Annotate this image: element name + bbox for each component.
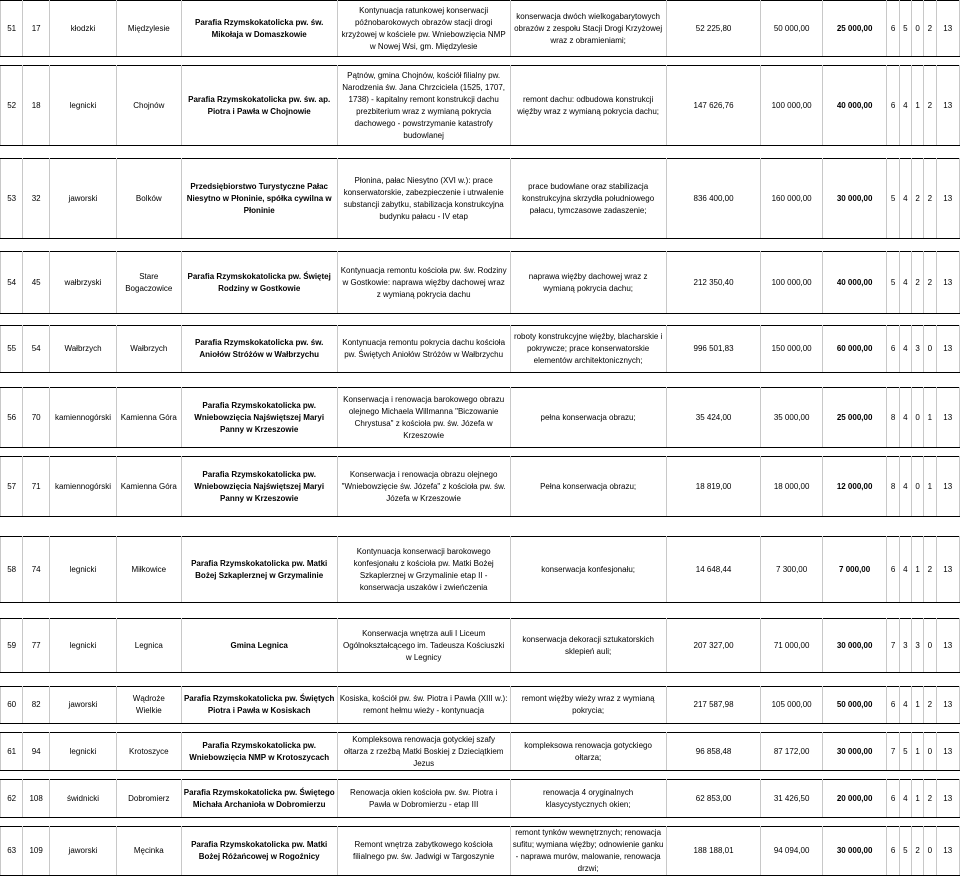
cell-p1: 6 [887, 827, 899, 876]
cell-p1: 6 [887, 66, 899, 146]
cell-gmina: Wądroże Wielkie [116, 687, 181, 724]
cell-gmina: Kamienna Góra [116, 457, 181, 517]
cell-p1: 7 [887, 733, 899, 771]
cell-obiekt: Renowacja okien kościoła pw. św. Piotra i Pawła w Dobromierzu - etap III [337, 780, 510, 818]
row-spacer [1, 673, 960, 687]
cell-gmina: Dobromierz [116, 780, 181, 818]
cell-lp: 52 [1, 66, 23, 146]
cell-p3: 1 [911, 687, 923, 724]
row-spacer-cell [1, 57, 960, 66]
cell-lp: 56 [1, 388, 23, 448]
cell-powiat: kamiennogórski [50, 457, 117, 517]
cell-powiat: kamiennogórski [50, 388, 117, 448]
cell-gmina: Chojnów [116, 66, 181, 146]
cell-p3: 2 [911, 252, 923, 314]
table-row [1, 1, 960, 57]
cell-przyznana: 20 000,00 [822, 780, 887, 818]
cell-nr: 108 [23, 780, 50, 818]
cell-p2: 4 [899, 457, 911, 517]
cell-obiekt: Konserwacja i renowacja barokowego obrazu olejnego Michaela Willmanna "Biczowanie Chrystusa" z kościoła pw. św. Józefa w Krzeszowie [337, 388, 510, 448]
cell-wnioskowana: 71 000,00 [761, 619, 822, 673]
cell-wnioskodawca: Parafia Rzymskokatolicka pw. św. Aniołów Stróżów w Wałbrzychu [181, 326, 337, 373]
cell-nr: 94 [23, 733, 50, 771]
cell-suma: 13 [936, 388, 959, 448]
cell-p3: 0 [911, 457, 923, 517]
cell-obiekt: Konserwacja i renowacja obrazu olejnego "Wniebowzięcie św. Józefa" z kościoła pw. św. Józefa w Krzeszowie [337, 457, 510, 517]
cell-nr: 54 [23, 326, 50, 373]
cell-gmina: Kamienna Góra [116, 388, 181, 448]
cell-wnioskodawca: Parafia Rzymskokatolicka pw. św. Mikołaja w Domaszkowie [181, 1, 337, 57]
cell-p2: 4 [899, 66, 911, 146]
cell-p1: 7 [887, 619, 899, 673]
cell-gmina: Wałbrzych [116, 326, 181, 373]
cell-lp: 60 [1, 687, 23, 724]
cell-gmina: Krotoszyce [116, 733, 181, 771]
cell-wnioskodawca: Parafia Rzymskokatolicka pw. Wniebowzięcia Najświętszej Maryi Panny w Krzeszowie [181, 388, 337, 448]
cell-obiekt: Kompleksowa renowacja gotyckiej szafy ołtarza z rzeźbą Matki Boskiej z Dzieciątkiem Jezus [337, 733, 510, 771]
cell-p4: 0 [924, 326, 936, 373]
cell-nr: 70 [23, 388, 50, 448]
row-spacer [1, 724, 960, 733]
cell-wnioskodawca: Parafia Rzymskokatolicka pw. Wniebowzięcia Najświętszej Maryi Panny w Krzeszowie [181, 457, 337, 517]
cell-suma: 13 [936, 326, 959, 373]
cell-obiekt: Kontynuacja ratunkowej konserwacji późnobarokowych obrazów stacji drogi krzyżowej w kościele pw. Wniebowzięcia NMP w Nowej Wsi, gm. Międzylesie [337, 1, 510, 57]
cell-koszt: 207 327,00 [666, 619, 761, 673]
cell-nr: 17 [23, 1, 50, 57]
cell-wnioskowana: 160 000,00 [761, 159, 822, 239]
cell-wnioskodawca: Parafia Rzymskokatolicka pw. Matki Bożej Szkaplerznej w Grzymalinie [181, 537, 337, 603]
cell-zakres: pełna konserwacja obrazu; [510, 388, 666, 448]
cell-przyznana: 30 000,00 [822, 827, 887, 876]
cell-suma: 13 [936, 537, 959, 603]
cell-koszt: 35 424,00 [666, 388, 761, 448]
cell-obiekt: Kontynuacja remontu kościoła pw. św. Rodziny w Gostkowie: naprawa więźby dachowej wraz z wymianą pokrycia dachu [337, 252, 510, 314]
cell-p1: 8 [887, 388, 899, 448]
cell-powiat: legnicki [50, 619, 117, 673]
cell-p4: 2 [924, 159, 936, 239]
cell-nr: 109 [23, 827, 50, 876]
cell-wnioskowana: 50 000,00 [761, 1, 822, 57]
cell-wnioskodawca: Parafia Rzymskokatolicka pw. Świętych Piotra i Pawła w Kosiskach [181, 687, 337, 724]
table-row [1, 252, 960, 314]
cell-suma: 13 [936, 159, 959, 239]
cell-wnioskodawca: Parafia Rzymskokatolicka pw. Wniebowzięcia NMP w Krotoszycach [181, 733, 337, 771]
cell-przyznana: 40 000,00 [822, 66, 887, 146]
cell-przyznana: 40 000,00 [822, 252, 887, 314]
cell-p2: 3 [899, 619, 911, 673]
cell-p1: 6 [887, 326, 899, 373]
cell-p2: 5 [899, 733, 911, 771]
cell-obiekt: Kosiska, kościół pw. św. Piotra i Pawła (XIII w.): remont hełmu wieży - kontynuacja [337, 687, 510, 724]
cell-przyznana: 7 000,00 [822, 537, 887, 603]
cell-p2: 4 [899, 326, 911, 373]
cell-powiat: kłodzki [50, 1, 117, 57]
cell-p1: 6 [887, 1, 899, 57]
cell-powiat: świdnicki [50, 780, 117, 818]
cell-wnioskowana: 94 094,00 [761, 827, 822, 876]
cell-powiat: legnicki [50, 66, 117, 146]
cell-przyznana: 30 000,00 [822, 619, 887, 673]
cell-suma: 13 [936, 780, 959, 818]
cell-zakres: renowacja 4 oryginalnych klasycystycznych okien; [510, 780, 666, 818]
row-spacer-cell [1, 373, 960, 388]
cell-lp: 55 [1, 326, 23, 373]
cell-p4: 0 [924, 827, 936, 876]
cell-przyznana: 25 000,00 [822, 1, 887, 57]
cell-p3: 1 [911, 66, 923, 146]
cell-koszt: 212 350,40 [666, 252, 761, 314]
cell-lp: 54 [1, 252, 23, 314]
cell-wnioskodawca: Przedsiębiorstwo Turystyczne Pałac Niesytno w Płoninie, spółka cywilna w Płoninie [181, 159, 337, 239]
row-spacer-cell [1, 771, 960, 780]
cell-p3: 1 [911, 780, 923, 818]
row-spacer-cell [1, 448, 960, 457]
cell-suma: 13 [936, 252, 959, 314]
cell-powiat: legnicki [50, 733, 117, 771]
table-row [1, 687, 960, 724]
cell-suma: 13 [936, 687, 959, 724]
cell-p2: 4 [899, 780, 911, 818]
cell-nr: 77 [23, 619, 50, 673]
cell-obiekt: Pątnów, gmina Chojnów, kościół filialny pw. Narodzenia św. Jana Chrzciciela (1525, 1707, 1738) - kapitalny remont konstrukcji dachu prezbiterium wraz z wymianą pokrycia dachowego - powstrzymanie katastrofy budowlanej [337, 66, 510, 146]
cell-nr: 18 [23, 66, 50, 146]
table-row [1, 457, 960, 517]
table-row [1, 537, 960, 603]
cell-przyznana: 30 000,00 [822, 733, 887, 771]
row-spacer [1, 146, 960, 159]
row-spacer [1, 771, 960, 780]
cell-wnioskodawca: Parafia Rzymskokatolicka pw. Matki Bożej Różańcowej w Rogoźnicy [181, 827, 337, 876]
cell-powiat: jaworski [50, 827, 117, 876]
cell-zakres: remont tynków wewnętrznych; renowacja sufitu; wymiana więźby; odnowienie ganku - naprawa murów, malowanie, renowacja drzwi; [510, 827, 666, 876]
cell-p3: 1 [911, 733, 923, 771]
row-spacer [1, 57, 960, 66]
cell-wnioskowana: 7 300,00 [761, 537, 822, 603]
cell-lp: 59 [1, 619, 23, 673]
cell-koszt: 96 858,48 [666, 733, 761, 771]
cell-gmina: Międzylesie [116, 1, 181, 57]
cell-p4: 1 [924, 388, 936, 448]
cell-p1: 6 [887, 780, 899, 818]
cell-p1: 6 [887, 687, 899, 724]
cell-p2: 4 [899, 687, 911, 724]
cell-lp: 58 [1, 537, 23, 603]
cell-p3: 3 [911, 326, 923, 373]
cell-p3: 3 [911, 619, 923, 673]
cell-p4: 1 [924, 457, 936, 517]
row-spacer [1, 603, 960, 619]
table-row [1, 619, 960, 673]
cell-gmina: Męcinka [116, 827, 181, 876]
cell-p2: 5 [899, 827, 911, 876]
cell-p1: 5 [887, 252, 899, 314]
cell-p3: 1 [911, 537, 923, 603]
row-spacer [1, 239, 960, 252]
cell-zakres: remont dachu: odbudowa konstrukcji więźby wraz z wymianą pokrycia dachu; [510, 66, 666, 146]
table-row [1, 827, 960, 876]
table-row [1, 159, 960, 239]
cell-przyznana: 50 000,00 [822, 687, 887, 724]
row-spacer [1, 818, 960, 827]
cell-koszt: 996 501,83 [666, 326, 761, 373]
cell-suma: 13 [936, 457, 959, 517]
table-row [1, 388, 960, 448]
table-body [1, 1, 960, 876]
cell-powiat: jaworski [50, 159, 117, 239]
cell-p4: 2 [924, 687, 936, 724]
cell-wnioskowana: 18 000,00 [761, 457, 822, 517]
cell-koszt: 188 188,01 [666, 827, 761, 876]
cell-koszt: 147 626,76 [666, 66, 761, 146]
cell-lp: 61 [1, 733, 23, 771]
cell-p1: 5 [887, 159, 899, 239]
cell-p2: 4 [899, 537, 911, 603]
row-spacer-cell [1, 673, 960, 687]
cell-p3: 0 [911, 388, 923, 448]
cell-przyznana: 30 000,00 [822, 159, 887, 239]
cell-wnioskowana: 31 426,50 [761, 780, 822, 818]
cell-koszt: 217 587,98 [666, 687, 761, 724]
cell-przyznana: 60 000,00 [822, 326, 887, 373]
cell-p4: 2 [924, 66, 936, 146]
cell-gmina: Miłkowice [116, 537, 181, 603]
cell-p4: 0 [924, 619, 936, 673]
row-spacer-cell [1, 517, 960, 537]
table-row [1, 66, 960, 146]
cell-lp: 57 [1, 457, 23, 517]
cell-nr: 45 [23, 252, 50, 314]
cell-zakres: remont więźby wieży wraz z wymianą pokrycia; [510, 687, 666, 724]
cell-wnioskodawca: Parafia Rzymskokatolicka pw. Świętej Rodziny w Gostkowie [181, 252, 337, 314]
cell-zakres: Pełna konserwacja obrazu; [510, 457, 666, 517]
cell-p2: 4 [899, 388, 911, 448]
table-row [1, 733, 960, 771]
cell-lp: 63 [1, 827, 23, 876]
cell-suma: 13 [936, 827, 959, 876]
cell-obiekt: Kontynuacja konserwacji barokowego konfesjonału z kościoła pw. Matki Bożej Szkaplerznej w Grzymalinie etap II - konserwacja uszaków i zwieńczenia [337, 537, 510, 603]
cell-suma: 13 [936, 619, 959, 673]
cell-zakres: kompleksowa renowacja gotyckiego ołtarza; [510, 733, 666, 771]
cell-nr: 71 [23, 457, 50, 517]
row-spacer-cell [1, 603, 960, 619]
cell-p2: 5 [899, 1, 911, 57]
cell-wnioskowana: 100 000,00 [761, 252, 822, 314]
cell-wnioskowana: 35 000,00 [761, 388, 822, 448]
row-spacer [1, 448, 960, 457]
cell-lp: 53 [1, 159, 23, 239]
cell-suma: 13 [936, 1, 959, 57]
cell-gmina: Legnica [116, 619, 181, 673]
cell-przyznana: 25 000,00 [822, 388, 887, 448]
row-spacer-cell [1, 314, 960, 326]
cell-koszt: 14 648,44 [666, 537, 761, 603]
cell-wnioskowana: 105 000,00 [761, 687, 822, 724]
cell-p2: 4 [899, 159, 911, 239]
cell-nr: 82 [23, 687, 50, 724]
cell-obiekt: Kontynuacja remontu pokrycia dachu kościoła pw. Świętych Aniołów Stróżów w Wałbrzychu [337, 326, 510, 373]
table-row [1, 780, 960, 818]
cell-zakres: naprawa więźby dachowej wraz z wymianą pokrycia dachu; [510, 252, 666, 314]
cell-koszt: 836 400,00 [666, 159, 761, 239]
cell-p1: 8 [887, 457, 899, 517]
row-spacer-cell [1, 818, 960, 827]
cell-zakres: roboty konstrukcyjne więźby, blacharskie i pokrywcze; prace konserwatorskie elementów architektonicznych; [510, 326, 666, 373]
cell-koszt: 62 853,00 [666, 780, 761, 818]
cell-zakres: konserwacja dekoracji sztukatorskich sklepień auli; [510, 619, 666, 673]
cell-suma: 13 [936, 733, 959, 771]
cell-p3: 2 [911, 159, 923, 239]
cell-powiat: Wałbrzych [50, 326, 117, 373]
cell-gmina: Bolków [116, 159, 181, 239]
cell-p4: 2 [924, 252, 936, 314]
cell-wnioskowana: 87 172,00 [761, 733, 822, 771]
cell-wnioskowana: 100 000,00 [761, 66, 822, 146]
cell-nr: 32 [23, 159, 50, 239]
cell-wnioskodawca: Gmina Legnica [181, 619, 337, 673]
cell-koszt: 52 225,80 [666, 1, 761, 57]
row-spacer [1, 373, 960, 388]
cell-obiekt: Konserwacja wnętrza auli I Liceum Ogólnokształcącego im. Tadeusza Kościuszki w Legnicy [337, 619, 510, 673]
cell-powiat: legnicki [50, 537, 117, 603]
cell-wnioskodawca: Parafia Rzymskokatolicka pw. Świętego Michała Archanioła w Dobromierzu [181, 780, 337, 818]
cell-powiat: wałbrzyski [50, 252, 117, 314]
cell-p4: 2 [924, 780, 936, 818]
cell-obiekt: Remont wnętrza zabytkowego kościoła filialnego pw. św. Jadwigi w Targoszynie [337, 827, 510, 876]
row-spacer-cell [1, 239, 960, 252]
cell-p3: 0 [911, 1, 923, 57]
row-spacer-cell [1, 146, 960, 159]
cell-przyznana: 12 000,00 [822, 457, 887, 517]
cell-p1: 6 [887, 537, 899, 603]
cell-lp: 62 [1, 780, 23, 818]
cell-p3: 2 [911, 827, 923, 876]
cell-suma: 13 [936, 66, 959, 146]
table-row [1, 326, 960, 373]
cell-p4: 2 [924, 537, 936, 603]
cell-p4: 2 [924, 1, 936, 57]
row-spacer [1, 314, 960, 326]
row-spacer [1, 517, 960, 537]
cell-wnioskodawca: Parafia Rzymskokatolicka pw. św. ap. Piotra i Pawła w Chojnowie [181, 66, 337, 146]
cell-p4: 0 [924, 733, 936, 771]
cell-obiekt: Płonina, pałac Niesytno (XVI w.): prace konserwatorskie, zabezpieczenie i utrwalenie substancji zabytku, stabilizacja konstrukcyjna budynku pałacu - IV etap [337, 159, 510, 239]
cell-lp: 51 [1, 1, 23, 57]
cell-p2: 4 [899, 252, 911, 314]
cell-powiat: jaworski [50, 687, 117, 724]
row-spacer-cell [1, 724, 960, 733]
cell-zakres: konserwacja dwóch wielkogabarytowych obrazów z zespołu Stacji Drogi Krzyżowej wraz z obramieniami; [510, 1, 666, 57]
cell-zakres: prace budowlane oraz stabilizacja konstrukcyjna skrzydła południowego pałacu, tymczasowe zadaszenie; [510, 159, 666, 239]
cell-zakres: konserwacja konfesjonału; [510, 537, 666, 603]
cell-koszt: 18 819,00 [666, 457, 761, 517]
cell-nr: 74 [23, 537, 50, 603]
cell-gmina: Stare Bogaczowice [116, 252, 181, 314]
cell-wnioskowana: 150 000,00 [761, 326, 822, 373]
